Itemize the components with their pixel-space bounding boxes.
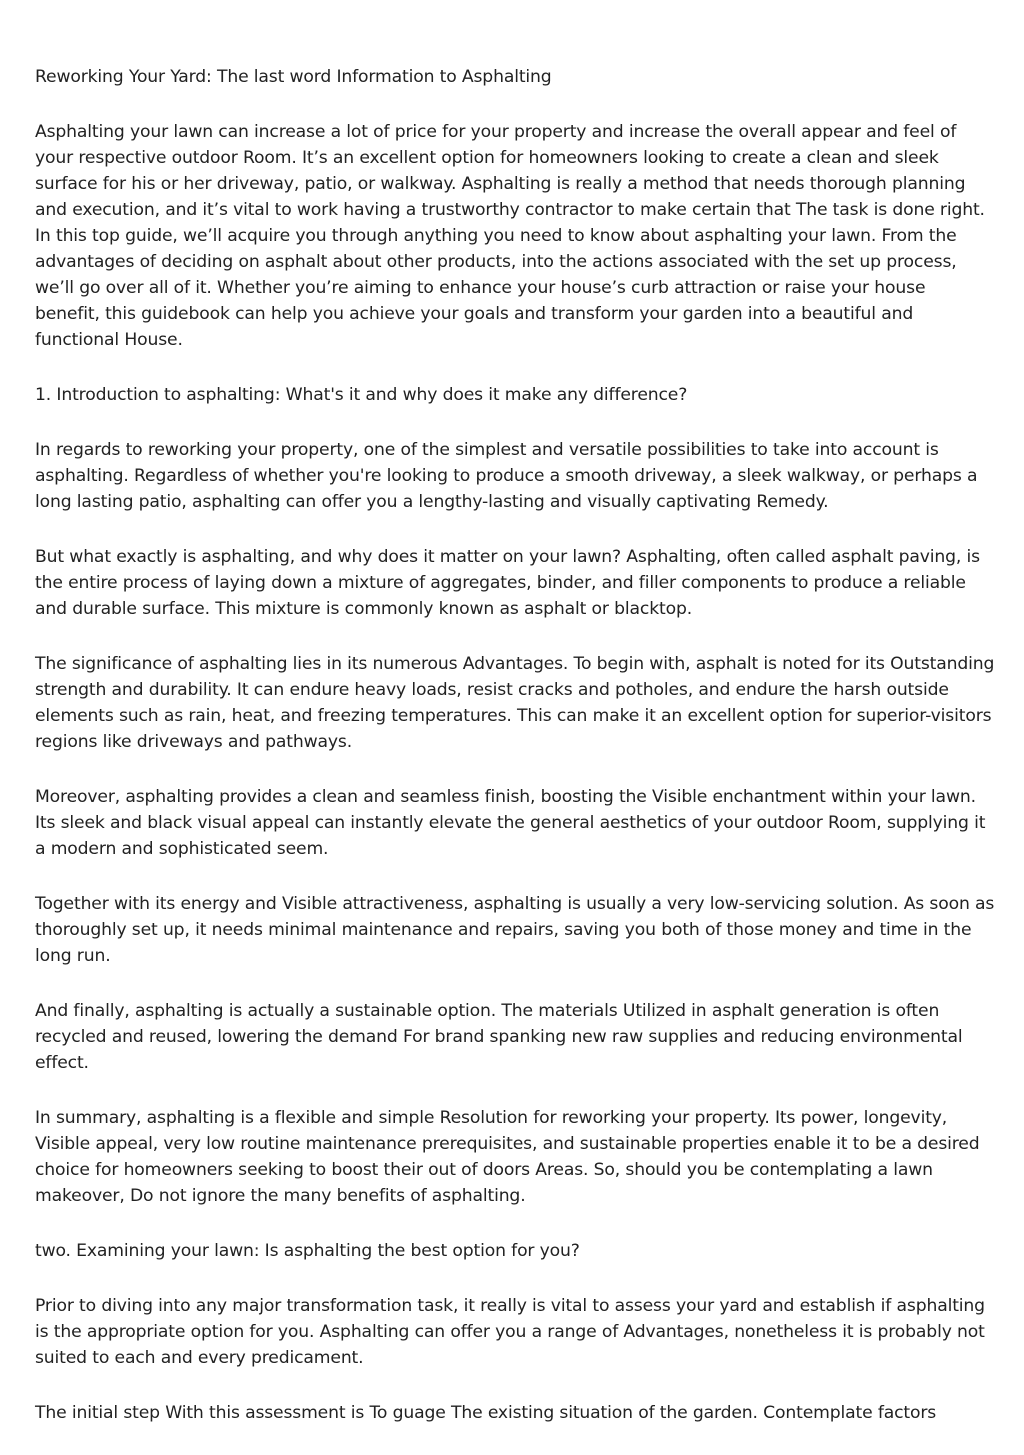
paragraph-intro: Asphalting your lawn can increase a lot of price for your property and increase the overall appear and feel of your respective outdoor Room. It’s an excellent option for homeowners looking to create a clean and sleek surface for his or her driveway, patio, or walkway. Asphalting is really a method that needs thorough planning and execution, and it’s vital to work having a trustworthy contractor to make certain that The task is done right. In this top guide, we’ll acquire you through anything you need to know about asphalting your lawn. From the advantages of deciding on asphalt about other products, into the actions associated with the set up process, we’ll go over all of it. Whether you’re aiming to enhance your house’s curb attraction or raise your house benefit, this guidebook can help you achieve your goals and transform your garden into a beautiful and functional House. [35,122,985,350]
paragraph-truncated: The initial step With this assessment is To guage The existing situation of the garden. Contemplate factors [35,1403,937,1423]
section-heading-1: 1. Introduction to asphalting: What's it and why does it make any difference? [35,385,688,405]
paragraph: In regards to reworking your property, one of the simplest and versatile possibilities to take into account is asphalting. Regardless of whether you're looking to produce a smooth driveway, a sleek walkway, or perhaps a long lasting patio, asphalting can offer you a lengthy-lasting and visually captivating Remedy. [35,440,978,512]
paragraph: But what exactly is asphalting, and why does it matter on your lawn? Asphalting, often called asphalt paving, is the entire process of laying down a mixture of aggregates, binder, and filler components to produce a reliable and durable surface. This mixture is commonly known as asphalt or blacktop. [35,547,980,619]
document-body [35,64,995,1455]
section-heading-2: two. Examining your lawn: Is asphalting the best option for you? [35,1241,580,1261]
paragraph: In summary, asphalting is a flexible and simple Resolution for reworking your property. Its power, longevity, Visible appeal, very low routine maintenance prerequisites, and sustainable properties enable it to be a desired choice for homeowners seeking to boost their out of doors Areas. So, should you be contemplating a lawn makeover, Do not ignore the many benefits of asphalting. [35,1108,980,1206]
paragraph: And finally, asphalting is actually a sustainable option. The materials Utilized in asphalt generation is often recycled and reused, lowering the demand For brand spanking new raw supplies and reducing environmental effect. [35,1001,963,1073]
document-title: Reworking Your Yard: The last word Information to Asphalting [35,67,552,87]
paragraph: Prior to diving into any major transformation task, it really is vital to assess your yard and establish if asphalting is the appropriate option for you. Asphalting can offer you a range of Advantages, nonetheless it is probably not suited to each and every predicament. [35,1296,985,1368]
paragraph: The significance of asphalting lies in its numerous Advantages. To begin with, asphalt is noted for its Outstanding strength and durability. It can endure heavy loads, resist cracks and potholes, and endure the harsh outside elements such as rain, heat, and freezing temperatures. This can make it an excellent option for superior-visitors regions like driveways and pathways. [35,654,995,752]
paragraph: Together with its energy and Visible attractiveness, asphalting is usually a very low-servicing solution. As soon as thoroughly set up, it needs minimal maintenance and repairs, saving you both of those money and time in the long run. [35,894,995,966]
paragraph: Moreover, asphalting provides a clean and seamless finish, boosting the Visible enchantment within your lawn. Its sleek and black visual appeal can instantly elevate the general aesthetics of your outdoor Room, supplying it a modern and sophisticated seem. [35,787,986,859]
